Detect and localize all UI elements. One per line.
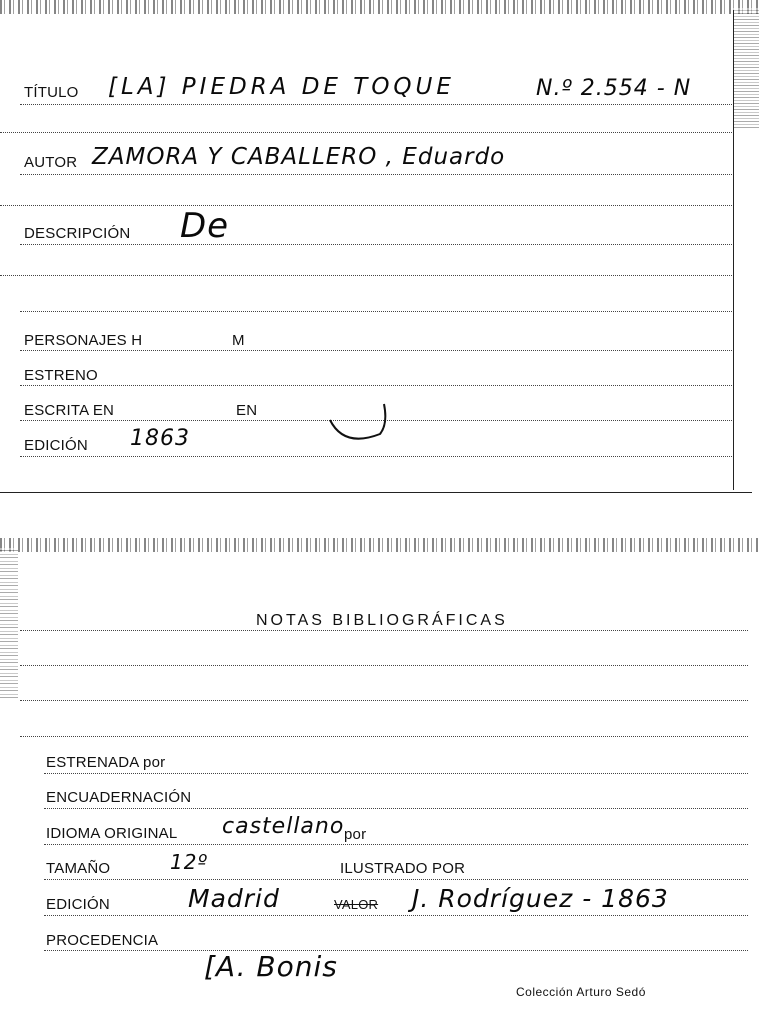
procedencia-value: [A. Bonis — [204, 950, 338, 983]
personajes-line — [20, 350, 732, 351]
idioma-line — [44, 844, 748, 845]
descripcion-line — [20, 244, 732, 245]
edicion-lugar-value: Madrid — [188, 884, 280, 913]
notas-heading: NOTAS BIBLIOGRÁFICAS — [256, 612, 508, 629]
collection-footer: Colección Arturo Sedó — [516, 985, 646, 999]
estreno-line — [20, 385, 732, 386]
card-edge-texture — [733, 8, 759, 128]
estreno-label: ESTRENO — [24, 367, 98, 384]
catalog-card-top — [0, 0, 759, 494]
ink-mark-icon — [322, 398, 392, 450]
ruled-line — [20, 665, 748, 666]
idioma-por-label: por — [344, 826, 367, 843]
titulo-label: TÍTULO — [24, 84, 79, 101]
procedencia-line — [44, 950, 748, 951]
escrita-en-label: ESCRITA EN — [24, 402, 115, 419]
procedencia-label: PROCEDENCIA — [46, 932, 159, 949]
encuadernacion-line — [44, 808, 748, 809]
idioma-label: IDIOMA ORIGINAL — [46, 825, 178, 842]
edicion-label: EDICIÓN — [24, 437, 88, 454]
edicion-value: 1863 — [130, 426, 190, 451]
edicion-label-bottom: EDICIÓN — [46, 896, 110, 913]
idioma-value: castellano — [222, 814, 345, 839]
descripcion-label: DESCRIPCIÓN — [24, 225, 131, 242]
personajes-label: PERSONAJES H — [24, 332, 143, 349]
ilustrado-label: ILUSTRADO POR — [340, 860, 466, 877]
ruled-line — [20, 630, 748, 631]
catalog-card-bottom — [0, 538, 759, 1028]
titulo-line — [20, 104, 732, 105]
ruled-line — [0, 205, 732, 206]
escrita-en-second-label: EN — [236, 402, 258, 419]
edicion-line — [20, 456, 732, 457]
numero-value: N.º 2.554 - N — [536, 76, 692, 101]
ruled-line — [20, 736, 748, 737]
tamano-value: 12º — [170, 850, 208, 874]
valor-label: VALOR — [334, 897, 379, 912]
tamano-line — [44, 879, 748, 880]
autor-value: ZAMORA Y CABALLERO , Eduardo — [92, 144, 506, 170]
edicion-impresor-value: J. Rodríguez - 1863 — [412, 884, 669, 913]
edicion-line-bottom — [44, 915, 748, 916]
estrenada-label: ESTRENADA por — [46, 754, 166, 771]
personajes-m-label: M — [232, 332, 245, 349]
card-right-border — [733, 10, 734, 490]
ruled-line — [20, 311, 732, 312]
card-edge-texture — [0, 0, 759, 14]
ruled-line — [20, 700, 748, 701]
titulo-value: [LA] PIEDRA DE TOQUE — [108, 74, 455, 100]
ruled-line — [0, 275, 732, 276]
ruled-line — [0, 132, 732, 133]
descripcion-value: De — [180, 206, 230, 246]
card-bottom-border — [0, 492, 752, 493]
encuadernacion-label: ENCUADERNACIÓN — [46, 789, 192, 806]
card-edge-texture — [0, 548, 18, 698]
tamano-label: TAMAÑO — [46, 860, 111, 877]
estrenada-line — [44, 773, 748, 774]
autor-line — [20, 174, 732, 175]
autor-label: AUTOR — [24, 154, 78, 171]
card-edge-texture — [0, 538, 759, 552]
